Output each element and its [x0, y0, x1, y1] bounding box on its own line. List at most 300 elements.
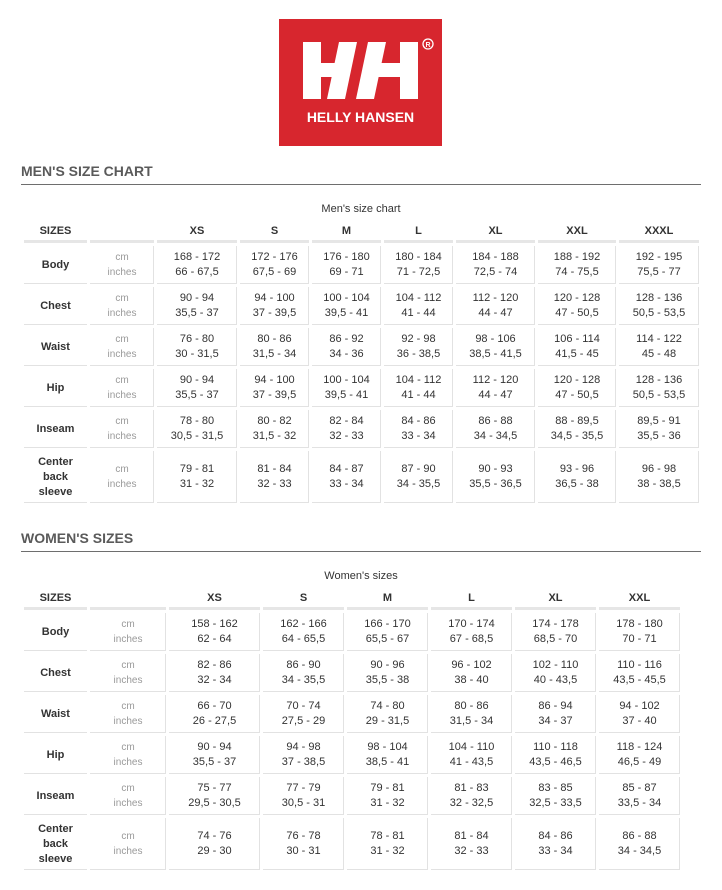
measurement-cell	[312, 410, 381, 448]
women-section-divider	[21, 551, 701, 552]
inches-value: 29,5 - 30,5	[188, 797, 241, 809]
sizes-header: SIZES	[24, 585, 87, 610]
measurement-cell	[599, 695, 680, 733]
inches-value: 31,5 - 34	[449, 715, 494, 727]
measurement-cell	[240, 369, 309, 407]
cm-value: 86 - 94	[538, 700, 573, 712]
inches-value: 38 - 38,5	[637, 478, 681, 490]
cm-value: 94 - 102	[619, 700, 660, 712]
cm-value: 112 - 120	[472, 374, 519, 386]
inches-value: 31 - 32	[370, 797, 405, 809]
measurement-cell	[538, 328, 616, 366]
cm-value: 162 - 166	[280, 618, 327, 630]
measurement-cell	[599, 736, 680, 774]
measurement-cell	[456, 410, 535, 448]
cm-value: 81 - 84	[257, 463, 292, 475]
cm-value: 112 - 120	[472, 292, 519, 304]
row-label: Chest	[24, 287, 87, 325]
table-row	[24, 246, 699, 284]
measurement-cell	[515, 654, 596, 692]
inches-value: 62 - 64	[197, 633, 232, 645]
cm-value: 78 - 80	[179, 415, 215, 427]
unit-cm-label: cm	[115, 375, 129, 386]
inches-value: 39,5 - 41	[324, 307, 369, 319]
cm-value: 106 - 114	[554, 333, 600, 345]
cm-value: 184 - 188	[472, 251, 519, 263]
men-header-row	[24, 218, 699, 243]
cm-value: 84 - 86	[401, 415, 436, 427]
measurement-cell	[515, 736, 596, 774]
measurement-cell	[169, 777, 260, 815]
size-header-xxl: XXL	[599, 585, 680, 610]
inches-value: 34 - 34,5	[473, 430, 518, 442]
size-header-xs: XS	[157, 218, 237, 243]
cm-value: 110 - 116	[617, 659, 662, 671]
measurement-cell	[619, 369, 699, 407]
inches-value: 64 - 65,5	[281, 633, 326, 645]
size-header-s: S	[240, 218, 309, 243]
cm-value: 84 - 86	[538, 830, 573, 842]
unit-cm-label: cm	[115, 416, 129, 427]
unit-cell	[90, 818, 166, 870]
measurement-cell	[456, 369, 535, 407]
inches-value: 31 - 32	[179, 478, 215, 490]
measurement-cell	[312, 246, 381, 284]
cm-value: 90 - 94	[179, 292, 215, 304]
size-header-m: M	[312, 218, 381, 243]
unit-cell	[90, 410, 154, 448]
cm-value: 88 - 89,5	[555, 415, 599, 427]
cm-value: 90 - 93	[478, 463, 513, 475]
measurement-cell	[263, 695, 344, 733]
unit-cm-label: cm	[115, 464, 129, 475]
cm-value: 79 - 81	[370, 782, 405, 794]
inches-value: 31,5 - 32	[252, 430, 297, 442]
cm-value: 118 - 124	[616, 741, 663, 753]
cm-value: 76 - 80	[179, 333, 215, 345]
women-size-table	[21, 582, 683, 873]
measurement-cell	[515, 777, 596, 815]
unit-cell	[90, 287, 154, 325]
measurement-cell	[169, 654, 260, 692]
inches-value: 33 - 34	[401, 430, 436, 442]
measurement-cell	[599, 777, 680, 815]
measurement-cell	[384, 287, 453, 325]
cm-value: 104 - 112	[395, 374, 442, 386]
inches-value: 47 - 50,5	[555, 389, 599, 401]
measurement-cell	[157, 246, 237, 284]
measurement-cell	[263, 654, 344, 692]
inches-value: 50,5 - 53,5	[632, 307, 686, 319]
cm-value: 158 - 162	[191, 618, 238, 630]
measurement-cell	[619, 328, 699, 366]
measurement-cell	[263, 818, 344, 870]
unit-inches-label: inches	[107, 267, 137, 278]
cm-value: 86 - 92	[329, 333, 364, 345]
unit-cm-label: cm	[121, 742, 135, 753]
row-label: Body	[24, 246, 87, 284]
inches-value: 50,5 - 53,5	[632, 389, 686, 401]
svg-text:R: R	[425, 42, 431, 49]
inches-value: 40 - 43,5	[533, 674, 578, 686]
row-label: Body	[24, 613, 87, 651]
cm-value: 75 - 77	[197, 782, 232, 794]
cm-value: 74 - 76	[197, 830, 232, 842]
table-row	[24, 695, 680, 733]
inches-value: 68,5 - 70	[533, 633, 578, 645]
unit-cm-label: cm	[115, 252, 129, 263]
women-section-title: WOMEN'S SIZES	[21, 530, 134, 546]
measurement-cell	[456, 246, 535, 284]
inches-value: 43,5 - 45,5	[613, 674, 666, 686]
inches-value: 34 - 35,5	[396, 478, 441, 490]
unit-inches-label: inches	[107, 308, 137, 319]
row-label	[24, 451, 87, 503]
unit-cell	[90, 695, 166, 733]
cm-value: 80 - 82	[257, 415, 292, 427]
cm-value: 168 - 172	[173, 251, 221, 263]
inches-value: 37 - 40	[622, 715, 657, 727]
measurement-cell	[599, 613, 680, 651]
measurement-cell	[312, 287, 381, 325]
inches-value: 41,5 - 45	[555, 348, 599, 360]
inches-value: 37 - 39,5	[252, 389, 297, 401]
measurement-cell	[515, 695, 596, 733]
measurement-cell	[347, 736, 428, 774]
measurement-cell	[384, 328, 453, 366]
measurement-cell	[538, 246, 616, 284]
inches-value: 69 - 71	[329, 266, 364, 278]
cm-value: 86 - 88	[622, 830, 657, 842]
measurement-cell	[347, 654, 428, 692]
unit-inches-label: inches	[113, 798, 143, 809]
measurement-cell	[431, 818, 512, 870]
cm-value: 178 - 180	[616, 618, 663, 630]
inches-value: 30 - 31	[286, 845, 321, 857]
inches-value: 44 - 47	[478, 307, 513, 319]
row-label-line: back	[42, 470, 69, 483]
inches-value: 67,5 - 69	[252, 266, 297, 278]
cm-value: 81 - 83	[454, 782, 489, 794]
row-label: Chest	[24, 654, 87, 692]
measurement-cell	[347, 613, 428, 651]
inches-value: 38,5 - 41,5	[469, 348, 522, 360]
size-header-xxl: XXL	[538, 218, 616, 243]
measurement-cell	[384, 451, 453, 503]
cm-value: 166 - 170	[364, 618, 411, 630]
measurement-cell	[538, 287, 616, 325]
cm-value: 93 - 96	[559, 463, 595, 475]
inches-value: 41 - 44	[401, 307, 436, 319]
unit-cm-label: cm	[121, 619, 135, 630]
inches-value: 30 - 31,5	[175, 348, 219, 360]
inches-value: 27,5 - 29	[281, 715, 326, 727]
measurement-cell	[456, 287, 535, 325]
cm-value: 90 - 96	[370, 659, 405, 671]
cm-value: 174 - 178	[532, 618, 579, 630]
cm-value: 83 - 85	[538, 782, 573, 794]
inches-value: 33 - 34	[538, 845, 573, 857]
women-header-row	[24, 585, 680, 610]
cm-value: 94 - 100	[254, 292, 295, 304]
inches-value: 45 - 48	[641, 348, 677, 360]
inches-value: 32 - 33	[454, 845, 489, 857]
row-label-line: Center	[38, 455, 73, 468]
unit-inches-label: inches	[113, 634, 143, 645]
cm-value: 82 - 84	[329, 415, 364, 427]
measurement-cell	[599, 654, 680, 692]
inches-value: 32,5 - 33,5	[529, 797, 582, 809]
inches-value: 32 - 34	[197, 674, 232, 686]
row-label-line: sleeve	[38, 852, 73, 865]
cm-value: 128 - 136	[635, 374, 683, 386]
inches-value: 44 - 47	[478, 389, 513, 401]
cm-value: 76 - 78	[286, 830, 321, 842]
cm-value: 96 - 102	[451, 659, 492, 671]
cm-value: 80 - 86	[257, 333, 292, 345]
cm-value: 74 - 80	[370, 700, 405, 712]
cm-value: 78 - 81	[370, 830, 405, 842]
unit-header	[90, 585, 166, 610]
unit-inches-label: inches	[107, 479, 137, 490]
unit-inches-label: inches	[107, 390, 137, 401]
unit-cell	[90, 654, 166, 692]
unit-cell	[90, 777, 166, 815]
measurement-cell	[456, 451, 535, 503]
inches-value: 32 - 33	[257, 478, 292, 490]
unit-cm-label: cm	[121, 783, 135, 794]
inches-value: 33 - 34	[329, 478, 364, 490]
inches-value: 26 - 27,5	[192, 715, 237, 727]
row-label: Hip	[24, 369, 87, 407]
table-row	[24, 736, 680, 774]
size-header-l: L	[384, 218, 453, 243]
size-header-m: M	[347, 585, 428, 610]
inches-value: 35,5 - 37	[175, 307, 219, 319]
measurement-cell	[619, 246, 699, 284]
unit-cell	[90, 736, 166, 774]
sizes-header: SIZES	[24, 218, 87, 243]
cm-value: 87 - 90	[401, 463, 436, 475]
inches-value: 47 - 50,5	[555, 307, 599, 319]
cm-value: 170 - 174	[448, 618, 495, 630]
measurement-cell	[515, 818, 596, 870]
inches-value: 71 - 72,5	[396, 266, 441, 278]
hh-logo-mark	[279, 19, 442, 146]
measurement-cell	[157, 287, 237, 325]
table-row	[24, 287, 699, 325]
size-header-s: S	[263, 585, 344, 610]
men-table-caption: Men's size chart	[321, 203, 401, 215]
table-row	[24, 818, 680, 870]
inches-value: 32 - 32,5	[449, 797, 494, 809]
men-section-title: MEN'S SIZE CHART	[21, 163, 153, 179]
cm-value: 180 - 184	[395, 251, 442, 263]
measurement-cell	[240, 287, 309, 325]
unit-cm-label: cm	[115, 334, 129, 345]
measurement-cell	[619, 287, 699, 325]
inches-value: 34 - 34,5	[617, 845, 662, 857]
measurement-cell	[157, 328, 237, 366]
size-header-l: L	[431, 585, 512, 610]
measurement-cell	[240, 328, 309, 366]
cm-value: 110 - 118	[533, 741, 578, 753]
cm-value: 172 - 176	[251, 251, 298, 263]
cm-value: 77 - 79	[286, 782, 321, 794]
measurement-cell	[431, 613, 512, 651]
table-row	[24, 613, 680, 651]
table-row	[24, 369, 699, 407]
unit-inches-label: inches	[107, 349, 137, 360]
measurement-cell	[431, 695, 512, 733]
cm-value: 92 - 98	[401, 333, 436, 345]
unit-cm-label: cm	[121, 660, 135, 671]
inches-value: 65,5 - 67	[365, 633, 410, 645]
size-header-xs: XS	[169, 585, 260, 610]
measurement-cell	[169, 736, 260, 774]
measurement-cell	[157, 369, 237, 407]
table-row	[24, 777, 680, 815]
size-header-xl: XL	[456, 218, 535, 243]
measurement-cell	[384, 369, 453, 407]
inches-value: 33,5 - 34	[617, 797, 662, 809]
measurement-cell	[384, 410, 453, 448]
cm-value: 86 - 90	[286, 659, 321, 671]
unit-cell	[90, 451, 154, 503]
unit-cell	[90, 613, 166, 651]
inches-value: 35,5 - 36,5	[469, 478, 522, 490]
inches-value: 30,5 - 31,5	[170, 430, 224, 442]
row-label	[24, 818, 87, 870]
row-label-line: sleeve	[38, 485, 73, 498]
cm-value: 89,5 - 91	[637, 415, 681, 427]
unit-cell	[90, 328, 154, 366]
unit-inches-label: inches	[113, 716, 143, 727]
cm-value: 102 - 110	[532, 659, 579, 671]
measurement-cell	[157, 451, 237, 503]
cm-value: 94 - 100	[254, 374, 295, 386]
cm-value: 98 - 106	[475, 333, 516, 345]
size-header-xl: XL	[515, 585, 596, 610]
unit-header	[90, 218, 154, 243]
row-label-line: back	[42, 837, 69, 850]
measurement-cell	[515, 613, 596, 651]
table-row	[24, 451, 699, 503]
inches-value: 36 - 38,5	[396, 348, 441, 360]
inches-value: 66 - 67,5	[175, 266, 219, 278]
size-header-xxxl: XXXL	[619, 218, 699, 243]
cm-value: 80 - 86	[454, 700, 489, 712]
inches-value: 29 - 30	[197, 845, 232, 857]
cm-value: 188 - 192	[553, 251, 601, 263]
measurement-cell	[240, 246, 309, 284]
inches-value: 43,5 - 46,5	[529, 756, 582, 768]
row-label: Hip	[24, 736, 87, 774]
cm-value: 86 - 88	[478, 415, 513, 427]
helly-hansen-logo	[279, 19, 442, 146]
inches-value: 35,5 - 38	[365, 674, 410, 686]
cm-value: 79 - 81	[179, 463, 215, 475]
row-label: Waist	[24, 328, 87, 366]
inches-value: 35,5 - 36	[637, 430, 681, 442]
cm-value: 120 - 128	[553, 292, 601, 304]
inches-value: 35,5 - 37	[175, 389, 219, 401]
cm-value: 128 - 136	[635, 292, 683, 304]
cm-value: 81 - 84	[454, 830, 489, 842]
inches-value: 41 - 44	[401, 389, 436, 401]
measurement-cell	[312, 369, 381, 407]
inches-value: 75,5 - 77	[637, 266, 681, 278]
unit-inches-label: inches	[113, 757, 143, 768]
inches-value: 31 - 32	[370, 845, 405, 857]
cm-value: 70 - 74	[286, 700, 321, 712]
measurement-cell	[619, 451, 699, 503]
brand-text: HELLY HANSEN	[306, 109, 415, 125]
measurement-cell	[263, 736, 344, 774]
inches-value: 31,5 - 34	[252, 348, 297, 360]
inches-value: 30,5 - 31	[281, 797, 326, 809]
unit-inches-label: inches	[113, 846, 143, 857]
measurement-cell	[538, 369, 616, 407]
measurement-cell	[263, 613, 344, 651]
unit-cm-label: cm	[115, 293, 129, 304]
cm-value: 100 - 104	[323, 292, 370, 304]
unit-cm-label: cm	[121, 701, 135, 712]
measurement-cell	[240, 451, 309, 503]
inches-value: 74 - 75,5	[555, 266, 599, 278]
inches-value: 29 - 31,5	[365, 715, 410, 727]
unit-inches-label: inches	[113, 675, 143, 686]
inches-value: 34,5 - 35,5	[550, 430, 604, 442]
cm-value: 120 - 128	[553, 374, 601, 386]
cm-value: 98 - 104	[367, 741, 408, 753]
table-row	[24, 410, 699, 448]
cm-value: 85 - 87	[622, 782, 657, 794]
measurement-cell	[312, 328, 381, 366]
row-label: Waist	[24, 695, 87, 733]
measurement-cell	[456, 328, 535, 366]
measurement-cell	[347, 695, 428, 733]
cm-value: 104 - 112	[395, 292, 442, 304]
cm-value: 104 - 110	[448, 741, 495, 753]
inches-value: 38,5 - 41	[365, 756, 410, 768]
cm-value: 94 - 98	[286, 741, 321, 753]
measurement-cell	[431, 736, 512, 774]
row-label: Inseam	[24, 777, 87, 815]
inches-value: 41 - 43,5	[449, 756, 494, 768]
measurement-cell	[599, 818, 680, 870]
inches-value: 39,5 - 41	[324, 389, 369, 401]
unit-cell	[90, 369, 154, 407]
cm-value: 90 - 94	[197, 741, 232, 753]
measurement-cell	[347, 818, 428, 870]
inches-value: 34 - 37	[538, 715, 573, 727]
measurement-cell	[347, 777, 428, 815]
inches-value: 72,5 - 74	[473, 266, 518, 278]
inches-value: 36,5 - 38	[555, 478, 599, 490]
measurement-cell	[312, 451, 381, 503]
measurement-cell	[169, 695, 260, 733]
cm-value: 192 - 195	[635, 251, 683, 263]
inches-value: 37 - 38,5	[281, 756, 326, 768]
cm-value: 84 - 87	[329, 463, 364, 475]
men-size-table	[21, 215, 702, 506]
measurement-cell	[263, 777, 344, 815]
inches-value: 38 - 40	[454, 674, 489, 686]
measurement-cell	[431, 777, 512, 815]
unit-inches-label: inches	[107, 431, 137, 442]
women-table-caption: Women's sizes	[324, 570, 398, 582]
